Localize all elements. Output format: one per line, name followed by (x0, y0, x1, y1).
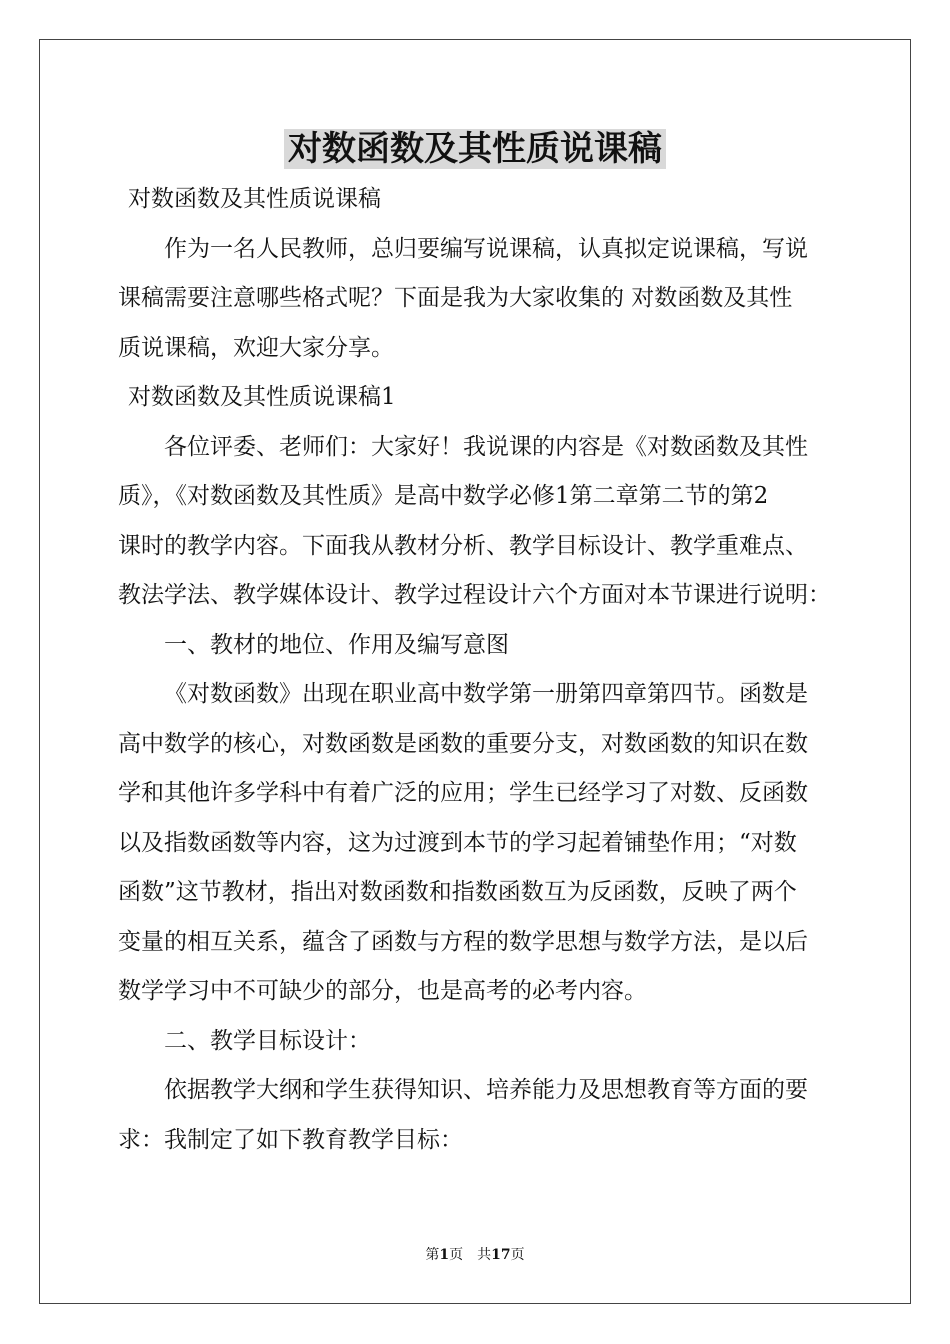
paragraph-line: 学和其他许多学科中有着广泛的应用；学生已经学习了对数、反函数 (118, 780, 808, 806)
footer-mid: 页 共 (449, 1247, 492, 1263)
section-heading: 二、教学目标设计： (164, 1027, 371, 1054)
paragraph-line: 作为一名人民教师，总归要编写说课稿，认真拟定说课稿，写说 (164, 235, 808, 262)
paragraph-line: 课稿需要注意哪些格式呢？下面是我为大家收集的 对数函数及其性 (118, 285, 793, 311)
paragraph-line: 高中数学的核心，对数函数是函数的重要分支，对数函数的知识在数 (118, 730, 808, 757)
footer-total-pages: 17 (491, 1247, 511, 1263)
section-heading: 对数函数及其性质说课稿1 (128, 384, 396, 410)
page-footer (0, 1244, 950, 1264)
paragraph-line: 《对数函数》出现在职业高中数学第一册第四章第四节。函数是 (164, 681, 808, 707)
paragraph-line: 变量的相互关系，蕴含了函数与方程的数学思想与数学方法，是以后 (118, 928, 808, 955)
paragraph-line: 课时的教学内容。下面我从教材分析、教学目标设计、教学重难点、 (118, 532, 808, 559)
document-body (118, 183, 838, 1173)
paragraph-line: 求：我制定了如下教育教学目标： (118, 1126, 463, 1153)
paragraph-line: 质说课稿，欢迎大家分享。 (118, 334, 394, 361)
paragraph-line: 以及指数函数等内容，这为过渡到本节的学习起着铺垫作用；“对数 (118, 829, 797, 856)
section-heading: 一、教材的地位、作用及编写意图 (164, 631, 509, 658)
paragraph-line: 数学学习中不可缺少的部分，也是高考的必考内容。 (118, 978, 647, 1004)
footer-prefix: 第 (425, 1247, 440, 1263)
paragraph-line: 教法学法、教学媒体设计、教学过程设计六个方面对本节课进行说明： (118, 582, 831, 608)
document-title: 对数函数及其性质说课稿 (0, 127, 950, 171)
paragraph-line: 各位评委、老师们：大家好！我说课的内容是《对数函数及其性 (164, 433, 808, 460)
paragraph-line: 质》，《对数函数及其性质》是高中数学必修1第二章第二节的第2 (118, 483, 769, 509)
paragraph-line: 依据教学大纲和学生获得知识、培养能力及思想教育等方面的要 (164, 1077, 808, 1103)
subtitle-line: 对数函数及其性质说课稿 (128, 186, 381, 212)
footer-suffix: 页 (510, 1247, 525, 1263)
paragraph-line: 函数”这节教材，指出对数函数和指数函数互为反函数，反映了两个 (118, 879, 797, 905)
footer-page-number: 1 (439, 1247, 450, 1263)
